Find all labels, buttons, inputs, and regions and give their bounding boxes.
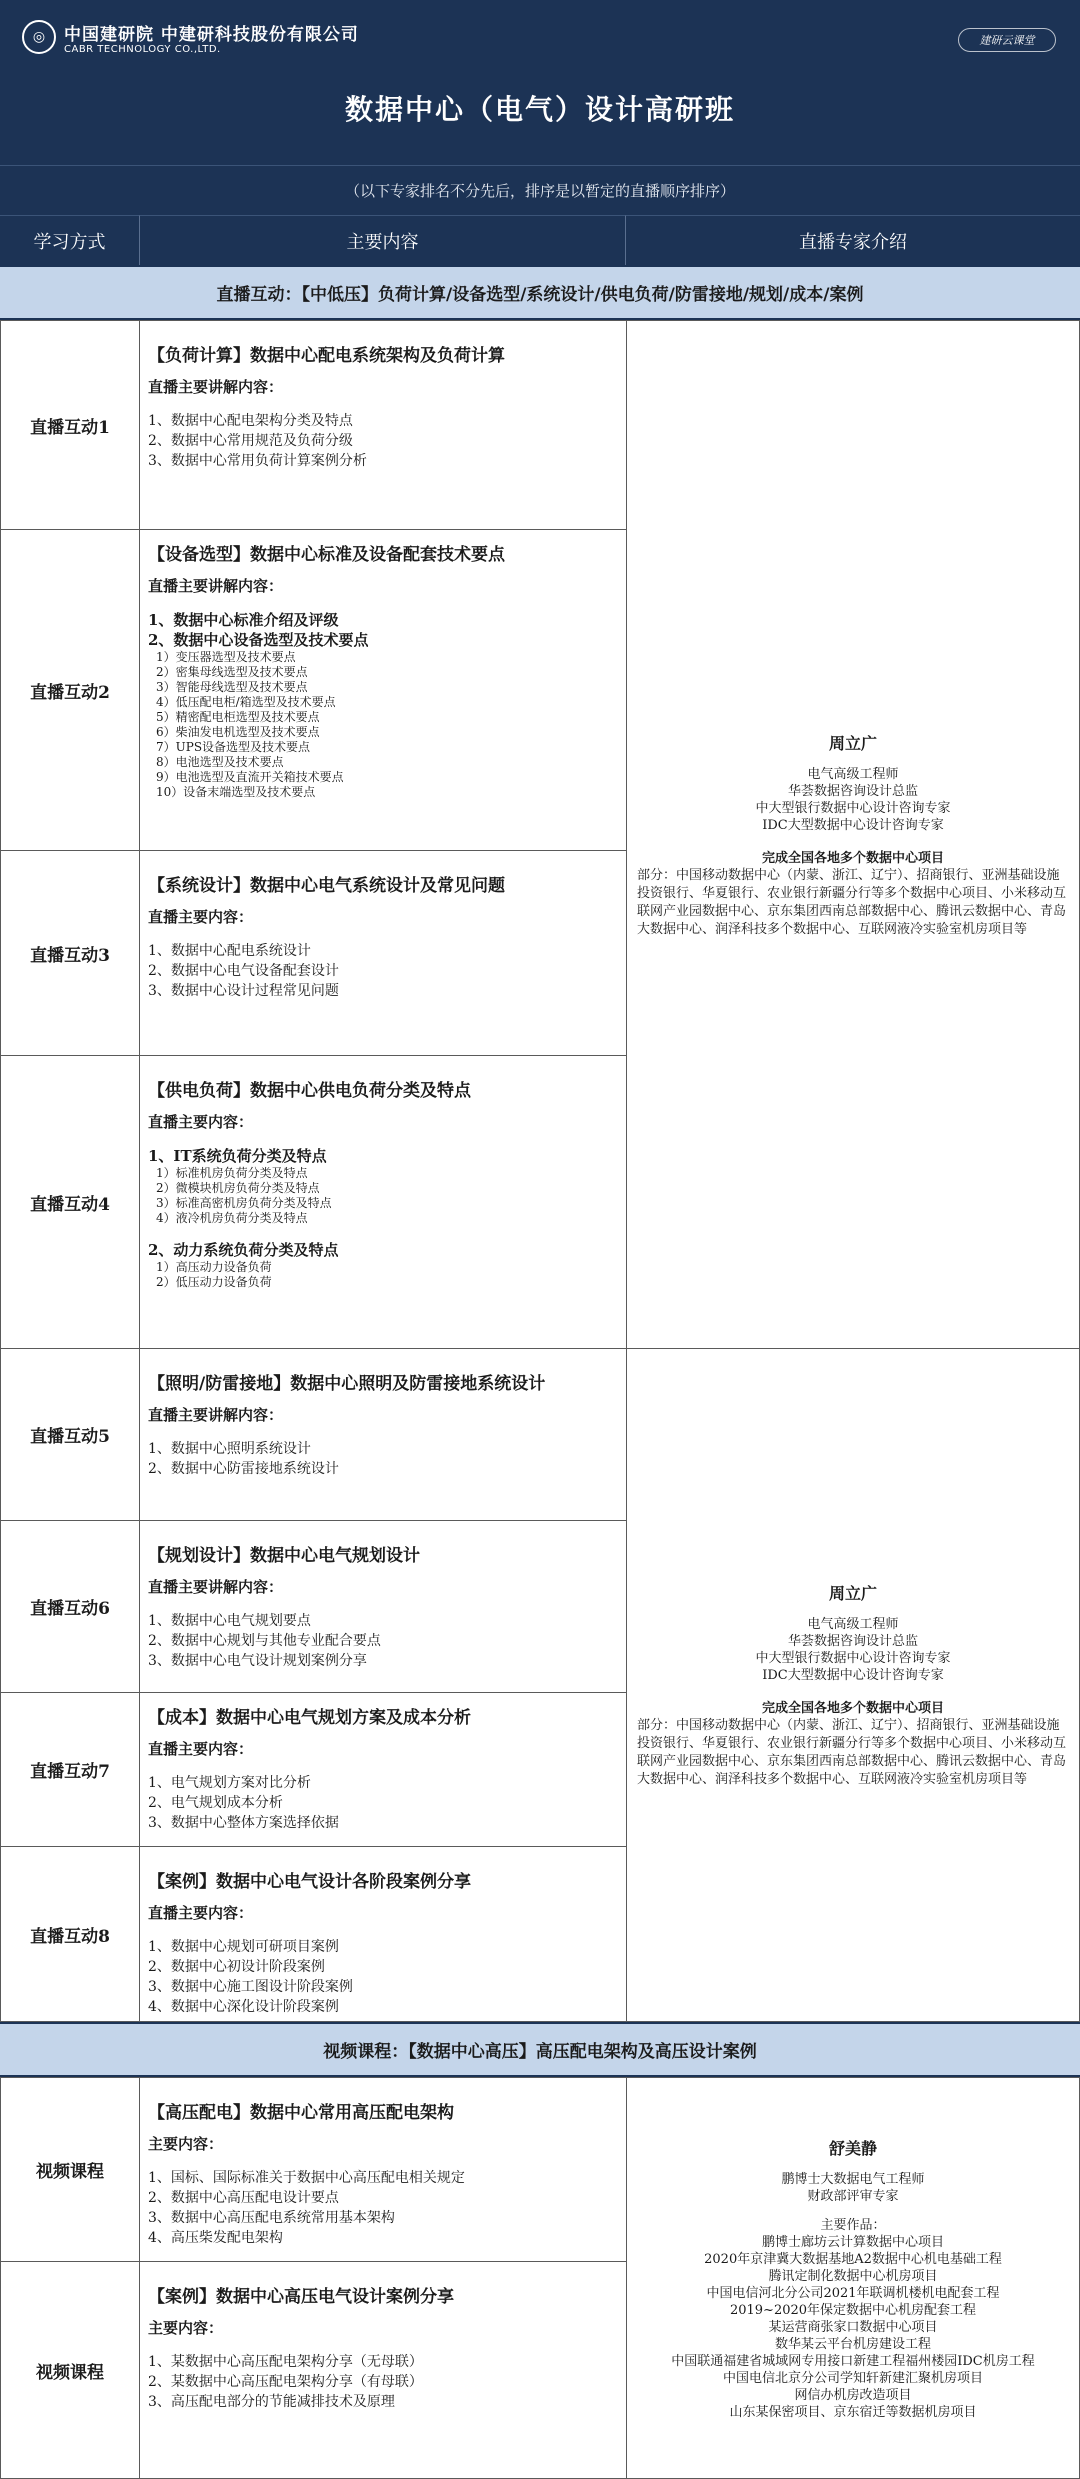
expert-title: 中大型银行数据中心设计咨询专家 xyxy=(755,800,951,816)
expert-work: 中国电信河北分公司2021年联调机楼机电配套工程 xyxy=(706,2285,1000,2301)
expert-highlight: 完成全国各地多个数据中心项目 xyxy=(761,850,944,866)
list-item: 2、数据中心设备选型及技术要点 xyxy=(148,631,369,649)
expert-title: IDC大型数据中心设计咨询专家 xyxy=(762,817,944,833)
row-content xyxy=(139,1692,627,1847)
row-subtitle: 直播主要内容： xyxy=(148,1740,254,1758)
sub-list-item: 1）变压器选型及技术要点 xyxy=(156,650,296,664)
list-item: 4、数据中心深化设计阶段案例 xyxy=(148,1999,339,2015)
row-mode: 视频课程 xyxy=(0,2077,140,2262)
row-title: 【成本】数据中心电气规划方案及成本分析 xyxy=(148,1708,471,1728)
expert-title: 鹏博士大数据电气工程师 xyxy=(781,2171,925,2187)
sub-list-item: 9）电池选型及直流开关箱技术要点 xyxy=(156,770,344,784)
sub-list-item: 4）低压配电柜/箱选型及技术要点 xyxy=(156,695,336,709)
list-item: 1、数据中心照明系统设计 xyxy=(148,1441,311,1457)
column-header-mode: 学习方式 xyxy=(0,215,140,265)
row-subtitle: 直播主要讲解内容： xyxy=(148,577,284,595)
sub-list-item: 1）高压动力设备负荷 xyxy=(156,1260,272,1274)
row-mode: 直播互动1 xyxy=(0,320,140,530)
sub-list-item: 1）标准机房负荷分类及特点 xyxy=(156,1166,308,1180)
row-subtitle: 直播主要内容： xyxy=(148,1113,254,1131)
list-item: 1、IT系统负荷分类及特点 xyxy=(148,1147,327,1165)
expert-card xyxy=(626,320,1080,1349)
expert-title: 财政部评审专家 xyxy=(807,2188,899,2204)
row-title: 【设备选型】数据中心标准及设备配套技术要点 xyxy=(148,545,505,565)
row-title: 【供电负荷】数据中心供电负荷分类及特点 xyxy=(148,1081,471,1101)
list-item: 3、数据中心整体方案选择依据 xyxy=(148,1815,339,1831)
expert-work: 网信办机房改造项目 xyxy=(794,2387,912,2403)
row-subtitle: 主要内容： xyxy=(148,2319,224,2337)
list-item: 2、数据中心电气设备配套设计 xyxy=(148,963,339,979)
list-item: 1、国标、国际标准关于数据中心高压配电相关规定 xyxy=(148,2170,465,2186)
page-title: 数据中心（电气）设计高研班 xyxy=(344,93,735,126)
row-mode: 直播互动2 xyxy=(0,529,140,851)
row-content xyxy=(139,1846,627,2022)
row-title: 【案例】数据中心电气设计各阶段案例分享 xyxy=(148,1872,471,1892)
expert-title: 电气高级工程师 xyxy=(807,1617,899,1632)
list-item: 3、数据中心电气设计规划案例分享 xyxy=(148,1653,367,1669)
platform-logo: 建研云课堂 xyxy=(958,28,1056,52)
list-item: 2、数据中心高压配电设计要点 xyxy=(148,2190,339,2206)
expert-work: 2019~2020年保定数据中心机房配套工程 xyxy=(729,2302,977,2318)
expert-highlight: 完成全国各地多个数据中心项目 xyxy=(761,1701,944,1716)
list-item: 1、数据中心标准介绍及评级 xyxy=(148,611,339,629)
column-header-content: 主要内容 xyxy=(140,215,626,265)
list-item: 2、数据中心初设计阶段案例 xyxy=(148,1959,325,1975)
sub-list-item: 10）设备末端选型及技术要点 xyxy=(156,785,316,799)
row-mode: 视频课程 xyxy=(0,2261,140,2479)
row-title: 【系统设计】数据中心电气系统设计及常见问题 xyxy=(148,876,505,896)
row-subtitle: 直播主要内容： xyxy=(148,908,254,926)
list-item: 2、数据中心防雷接地系统设计 xyxy=(148,1461,339,1477)
list-item: 1、数据中心规划可研项目案例 xyxy=(148,1939,339,1955)
sub-list-item: 4）液冷机房负荷分类及特点 xyxy=(156,1211,308,1225)
row-subtitle: 主要内容： xyxy=(148,2135,224,2153)
row-subtitle: 直播主要讲解内容： xyxy=(148,1578,284,1596)
row-content xyxy=(139,320,627,530)
list-item: 2、电气规划成本分析 xyxy=(148,1795,283,1811)
row-title: 【负荷计算】数据中心配电系统架构及负荷计算 xyxy=(148,346,505,366)
row-subtitle: 直播主要讲解内容： xyxy=(148,378,284,396)
cabr-logo-icon: ◎ xyxy=(22,20,56,54)
expert-title: IDC大型数据中心设计咨询专家 xyxy=(762,1668,944,1683)
sub-list-item: 2）密集母线选型及技术要点 xyxy=(156,665,308,679)
list-item: 1、数据中心电气规划要点 xyxy=(148,1613,311,1629)
sub-list-item: 5）精密配电柜选型及技术要点 xyxy=(156,710,320,724)
row-subtitle: 直播主要内容： xyxy=(148,1904,254,1922)
row-title: 【规划设计】数据中心电气规划设计 xyxy=(148,1546,420,1566)
row-title: 【高压配电】数据中心常用高压配电架构 xyxy=(148,2103,454,2123)
row-mode: 直播互动6 xyxy=(0,1520,140,1693)
row-mode: 直播互动3 xyxy=(0,850,140,1056)
expert-works-label: 主要作品： xyxy=(820,2217,886,2233)
row-mode: 直播互动5 xyxy=(0,1348,140,1521)
list-item: 4、高压柴发配电架构 xyxy=(148,2230,283,2246)
section-video-band: 视频课程：【数据中心高压】高压配电架构及高压设计案例 xyxy=(0,2022,1080,2077)
list-item: 1、某数据中心高压配电架构分享（无母联） xyxy=(148,2354,423,2370)
sub-list-item: 2）低压动力设备负荷 xyxy=(156,1275,272,1289)
list-item: 1、电气规划方案对比分析 xyxy=(148,1775,311,1791)
row-content xyxy=(139,1520,627,1693)
expert-name: 周立广 xyxy=(828,733,877,753)
list-item: 2、数据中心常用规范及负荷分级 xyxy=(148,433,353,449)
expert-title: 华荟数据咨询设计总监 xyxy=(787,783,918,799)
list-item: 1、数据中心配电架构分类及特点 xyxy=(148,413,353,429)
expert-work: 2020年京津冀大数据基地A2数据中心机电基础工程 xyxy=(704,2251,1002,2267)
list-item: 3、数据中心常用负荷计算案例分析 xyxy=(148,453,367,469)
list-item: 2、数据中心规划与其他专业配合要点 xyxy=(148,1633,381,1649)
expert-title: 电气高级工程师 xyxy=(807,766,899,782)
column-header-expert: 直播专家介绍 xyxy=(626,215,1080,265)
row-content xyxy=(139,529,627,851)
section-live-band: 直播互动：【中低压】负荷计算/设备选型/系统设计/供电负荷/防雷接地/规划/成本/案例 xyxy=(0,265,1080,320)
row-subtitle: 直播主要讲解内容： xyxy=(148,1406,284,1424)
sub-list-item: 2）微模块机房负荷分类及特点 xyxy=(156,1181,320,1195)
row-content xyxy=(139,850,627,1056)
list-item: 1、数据中心配电系统设计 xyxy=(148,943,311,959)
row-title: 【照明/防雷接地】数据中心照明及防雷接地系统设计 xyxy=(148,1374,546,1394)
list-item: 3、数据中心高压配电系统常用基本架构 xyxy=(148,2210,395,2226)
expert-description: 部分：中国移动数据中心（内蒙、浙江、辽宁）、招商银行、亚洲基础设施投资银行、华夏银行、农业银行新疆分行等多个数据中心项目、小米移动互联网产业园数据中心、京东集团西南总部数据中心、腾讯云数据中心、青岛大数据中心、润泽科技多个数据中心、互联网液冷实验室机房项目等 xyxy=(637,1718,1067,1787)
order-note: （以下专家排名不分先后，排序是以暂定的直播顺序排序） xyxy=(0,165,1080,215)
expert-description: 部分：中国移动数据中心（内蒙、浙江、辽宁）、招商银行、亚洲基础设施投资银行、华夏银行、农业银行新疆分行等多个数据中心项目、小米移动互联网产业园数据中心、京东集团西南总部数据中心、腾讯云数据中心、青岛大数据中心、润泽科技多个数据中心、互联网液冷实验室机房项目等 xyxy=(637,867,1067,937)
list-item: 3、高压配电部分的节能减排技术及原理 xyxy=(148,2394,395,2410)
expert-work: 中国电信北京分公司学知轩新建汇聚机房项目 xyxy=(722,2370,983,2386)
expert-card xyxy=(626,1348,1080,2022)
expert-title: 华荟数据咨询设计总监 xyxy=(787,1634,918,1649)
sub-list-item: 7）UPS设备选型及技术要点 xyxy=(156,740,311,754)
expert-work: 某运营商张家口数据中心项目 xyxy=(768,2319,938,2335)
sub-list-item: 8）电池选型及技术要点 xyxy=(156,755,284,769)
list-item: 2、某数据中心高压配电架构分享（有母联） xyxy=(148,2374,423,2390)
expert-title: 中大型银行数据中心设计咨询专家 xyxy=(755,1651,951,1666)
sub-list-item: 3）智能母线选型及技术要点 xyxy=(156,680,308,694)
row-mode: 直播互动8 xyxy=(0,1846,140,2022)
sub-list-item: 3）标准高密机房负荷分类及特点 xyxy=(156,1196,332,1210)
expert-work: 中国联通福建省城域网专用接口新建工程福州楼园IDC机房工程 xyxy=(671,2353,1035,2369)
expert-work: 数华某云平台机房建设工程 xyxy=(774,2336,931,2352)
row-content xyxy=(139,1055,627,1349)
expert-work: 腾讯定制化数据中心机房项目 xyxy=(768,2268,938,2284)
sub-list-item: 6）柴油发电机选型及技术要点 xyxy=(156,725,320,739)
org-name-cn: 中国建研院 中建研科技股份有限公司 xyxy=(64,25,359,45)
list-item: 2、动力系统负荷分类及特点 xyxy=(148,1241,339,1259)
expert-card xyxy=(626,2077,1080,2479)
list-item: 3、数据中心施工图设计阶段案例 xyxy=(148,1979,353,1995)
row-mode: 直播互动7 xyxy=(0,1692,140,1847)
row-mode: 直播互动4 xyxy=(0,1055,140,1349)
expert-name: 周立广 xyxy=(828,1584,877,1603)
expert-name: 舒美静 xyxy=(828,2138,877,2158)
row-content xyxy=(139,2077,627,2262)
expert-work: 鹏博士廊坊云计算数据中心项目 xyxy=(761,2234,944,2250)
list-item: 3、数据中心设计过程常见问题 xyxy=(148,983,339,999)
org-name-en: CABR TECHNOLOGY CO.,LTD. xyxy=(64,44,221,55)
row-title: 【案例】数据中心高压电气设计案例分享 xyxy=(148,2287,454,2307)
page-header xyxy=(0,0,1080,165)
row-content xyxy=(139,1348,627,1521)
expert-work: 山东某保密项目、京东宿迁等数据机房项目 xyxy=(729,2404,977,2420)
row-content xyxy=(139,2261,627,2479)
